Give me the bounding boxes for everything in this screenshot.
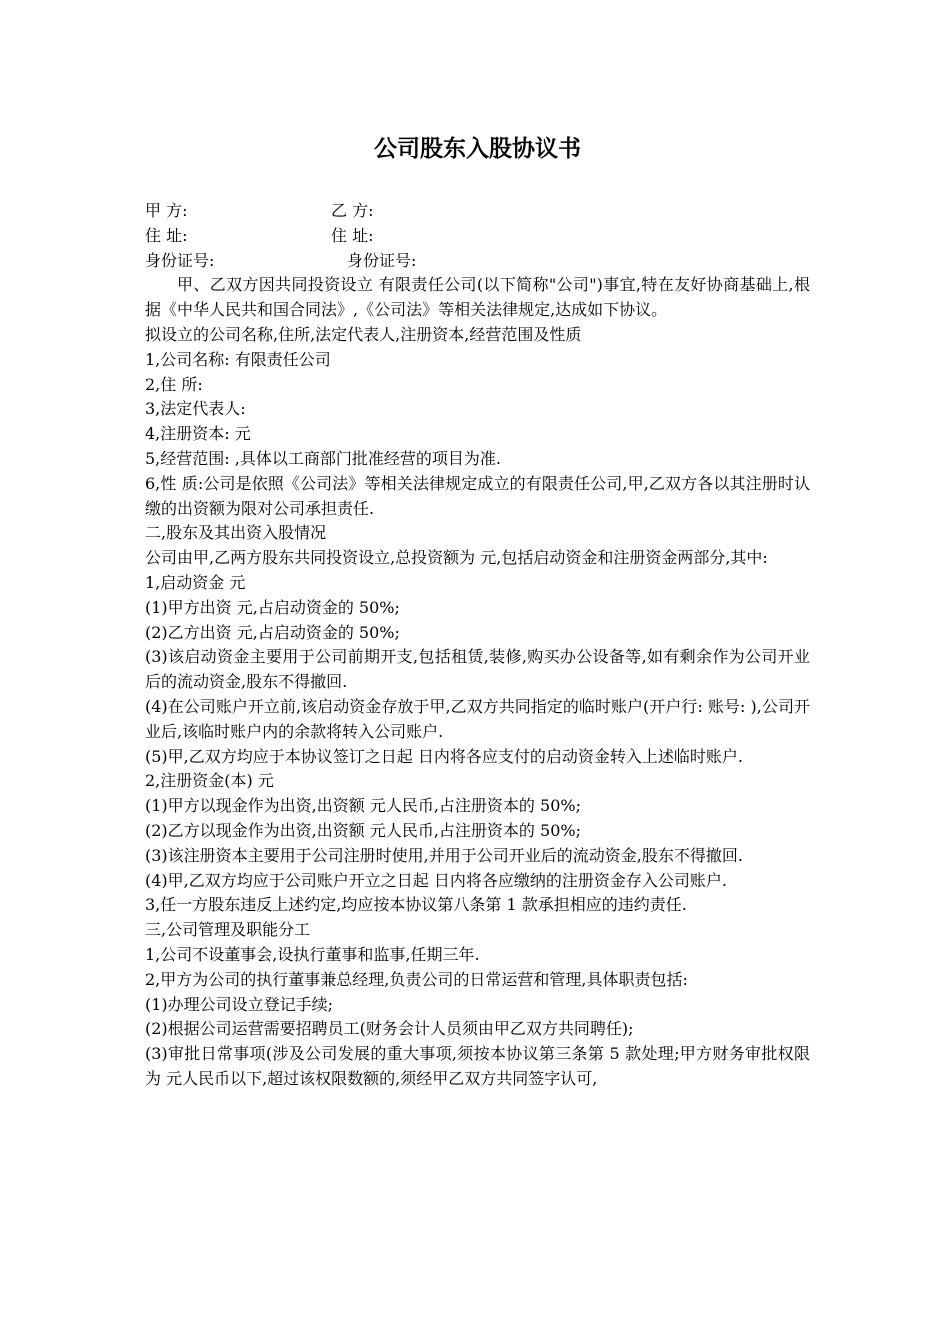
clause-paragraph: 6,性 质:公司是依照《公司法》等相关法律规定成立的有限责任公司,甲,乙双方各以其注册时认缴的出资额为限对公司承担责任. — [145, 473, 810, 518]
party-b-address-label: 住 址: — [331, 225, 374, 245]
clause-paragraph: 3,法定代表人: — [145, 399, 246, 419]
clause-paragraph: 公司由甲,乙两方股东共同投资设立,总投资额为 元,包括启动资金和注册资金两部分,其中: — [145, 548, 768, 568]
clause-paragraph: (3)审批日常事项(涉及公司发展的重大事项,须按本协议第三条第 5 款处理;甲方财务审批权限为 元人民币以下,超过该权限数额的,须经甲乙双方共同签字认可, — [145, 1044, 810, 1088]
clause-paragraph: 二,股东及其出资入股情况 — [145, 523, 327, 543]
clause-paragraph: 3,任一方股东违反上述约定,均应按本协议第八条第 1 款承担相应的违约责任. — [145, 895, 687, 915]
party-row-id-number — [145, 249, 810, 274]
clause-list — [145, 273, 810, 1091]
clause-paragraph: (5)甲,乙双方均应于本协议签订之日起 日内将各应支付的启动资金转入上述临时账户. — [145, 746, 743, 766]
document-title: 公司股东入股协议书 — [374, 135, 581, 162]
clause-paragraph: (1)甲方以现金作为出资,出资额 元人民币,占注册资本的 50%; — [145, 796, 581, 816]
clause-paragraph: (2)乙方以现金作为出资,出资额 元人民币,占注册资本的 50%; — [145, 820, 581, 840]
clause-paragraph: (4)在公司账户开立前,该启动资金存放于甲,乙双方共同指定的临时账户(开户行: 账号: ),公司开业后,该临时账户内的余款将转入公司账户. — [145, 696, 810, 741]
party-b-id-label: 身份证号: — [347, 250, 417, 270]
clause-paragraph: 1,公司名称: 有限责任公司 — [145, 349, 331, 369]
clause-paragraph: (4)甲,乙双方均应于公司账户开立之日起 日内将各应缴纳的注册资金存入公司账户. — [145, 870, 727, 890]
clause-paragraph: (2)乙方出资 元,占启动资金的 50%; — [145, 622, 400, 642]
document-body — [145, 199, 810, 1092]
clause-paragraph: (1)办理公司设立登记手续; — [145, 994, 334, 1014]
clause-paragraph: 2,甲方为公司的执行董事兼总经理,负责公司的日常运营和管理,具体职责包括: — [145, 969, 688, 989]
clause-paragraph: 2,住 所: — [145, 374, 203, 394]
party-b-name-label: 乙 方: — [331, 201, 374, 220]
party-a-address-label: 住 址: — [145, 225, 188, 245]
party-a-id-label: 身份证号: — [145, 250, 215, 270]
party-a-name-label: 甲 方: — [145, 201, 188, 220]
clause-paragraph: 5,经营范围: ,具体以工商部门批准经营的项目为准. — [145, 448, 501, 468]
party-row-address — [145, 224, 810, 249]
clause-paragraph: (1)甲方出资 元,占启动资金的 50%; — [145, 597, 400, 617]
clause-paragraph: 4,注册资本: 元 — [145, 424, 251, 444]
clause-paragraph: 拟设立的公司名称,住所,法定代表人,注册资本,经营范围及性质 — [145, 324, 582, 344]
party-row-name — [145, 199, 810, 224]
clause-paragraph: (2)根据公司运营需要招聘员工(财务会计人员须由甲乙双方共同聘任); — [145, 1019, 634, 1039]
clause-paragraph: 1,公司不设董事会,设执行董事和监事,任期三年. — [145, 944, 480, 964]
clause-paragraph: 1,启动资金 元 — [145, 572, 246, 592]
clause-paragraph: 2,注册资金(本) 元 — [145, 771, 274, 791]
clause-paragraph: (3)该注册资本主要用于公司注册时使用,并用于公司开业后的流动资金,股东不得撤回. — [145, 845, 743, 865]
clause-paragraph: 三,公司管理及职能分工 — [145, 920, 311, 940]
preamble-paragraph: 甲、乙双方因共同投资设立 有限责任公司(以下简称"公司")事宜,特在友好协商基础上,根据《中华人民共和国合同法》,《公司法》等相关法律规定,达成如下协议。 — [145, 275, 810, 320]
clause-paragraph: (3)该启动资金主要用于公司前期开支,包括租赁,装修,购买办公设备等,如有剩余作为公司开业后的流动资金,股东不得撤回. — [145, 647, 810, 692]
